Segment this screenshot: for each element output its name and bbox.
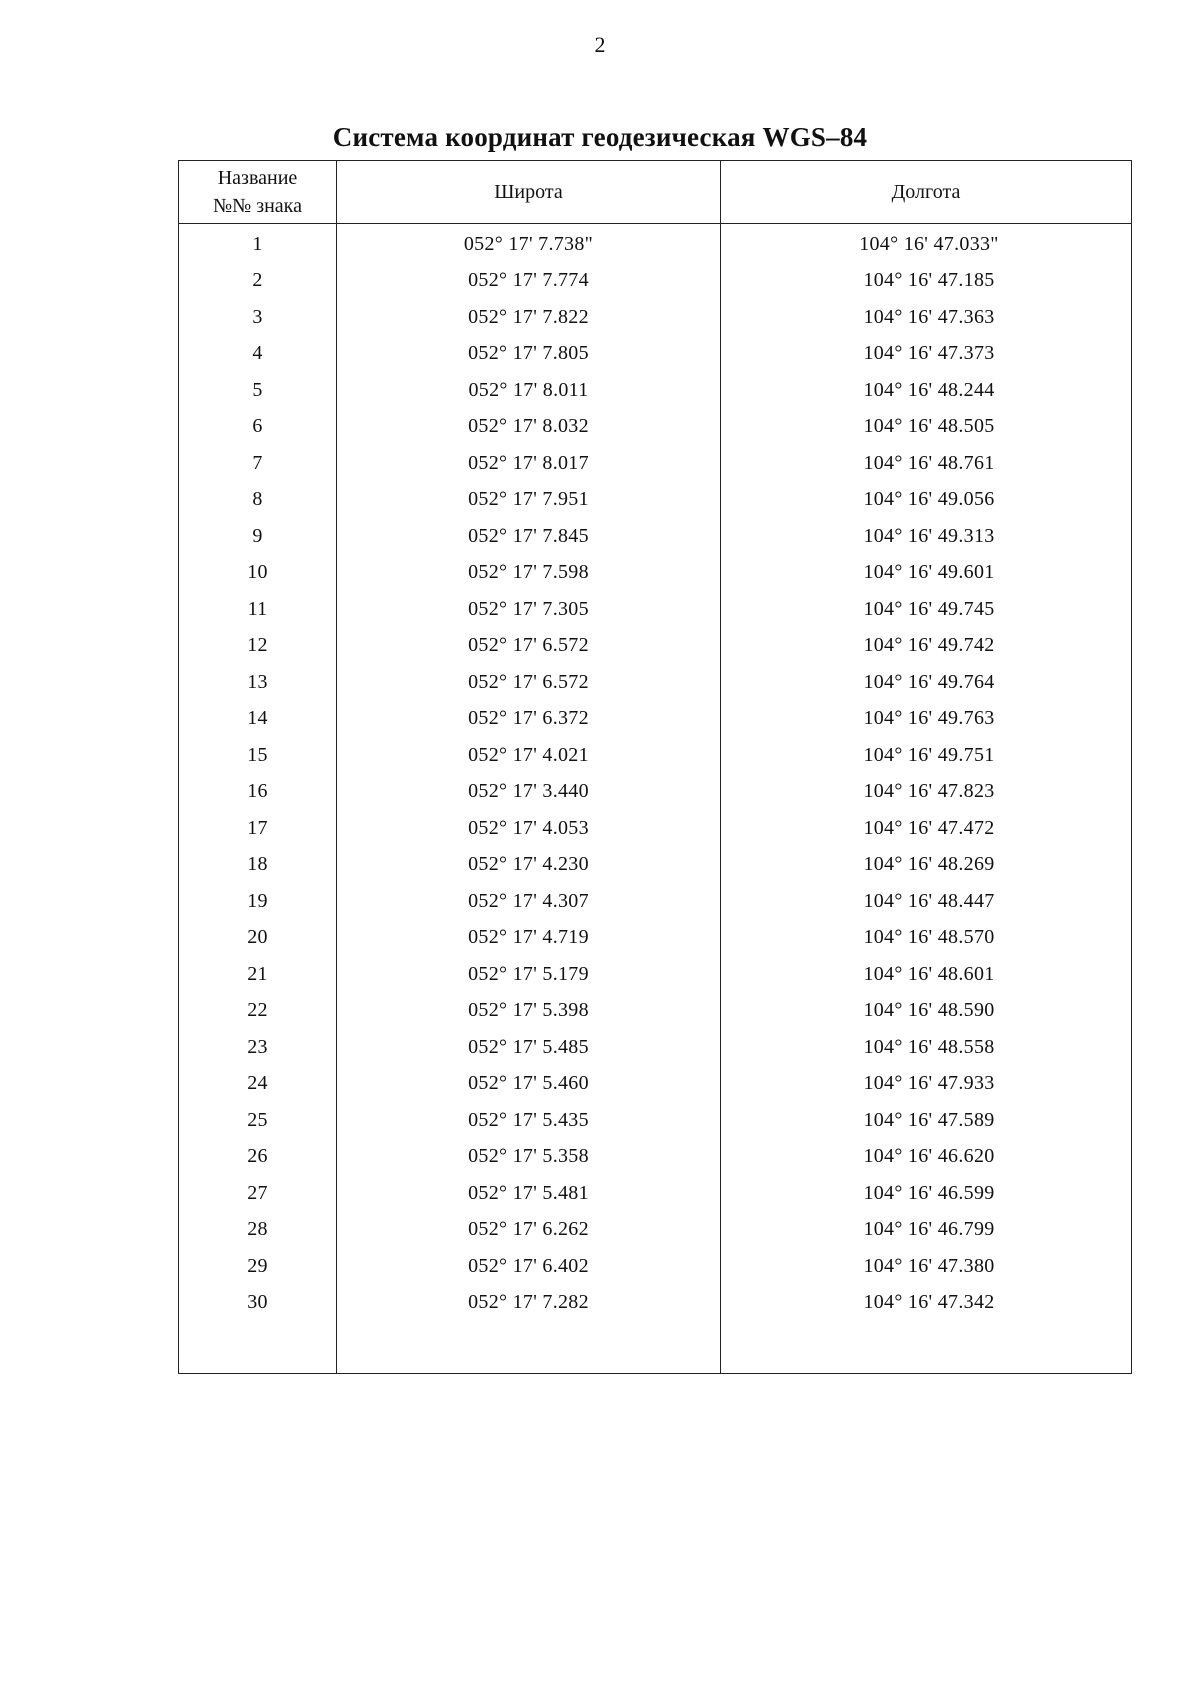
longitude-cell: 104° 16' 48.447 xyxy=(721,883,1132,920)
longitude-cell: 104° 16' 48.590 xyxy=(721,993,1132,1030)
sign-number-cell: 17 xyxy=(179,810,337,847)
sign-number-cell: 2 xyxy=(179,263,337,300)
table-header-row xyxy=(179,161,1132,224)
longitude-cell: 104° 16' 48.761 xyxy=(721,445,1132,482)
header-longitude: Долгота xyxy=(721,161,1132,224)
sign-number-cell: 18 xyxy=(179,847,337,884)
longitude-cell: 104° 16' 49.751 xyxy=(721,737,1132,774)
table-row xyxy=(179,847,1132,884)
sign-number-cell: 8 xyxy=(179,482,337,519)
latitude-cell: 052° 17' 7.805 xyxy=(337,336,721,373)
longitude-cell: 104° 16' 49.056 xyxy=(721,482,1132,519)
longitude-cell: 104° 16' 49.763 xyxy=(721,701,1132,738)
sign-number-cell: 19 xyxy=(179,883,337,920)
longitude-cell: 104° 16' 47.342 xyxy=(721,1285,1132,1322)
longitude-cell: 104° 16' 48.601 xyxy=(721,956,1132,993)
empty-cell xyxy=(337,1321,721,1374)
longitude-cell: 104° 16' 46.599 xyxy=(721,1175,1132,1212)
longitude-cell: 104° 16' 47.185 xyxy=(721,263,1132,300)
latitude-cell: 052° 17' 8.032 xyxy=(337,409,721,446)
sign-number-cell: 14 xyxy=(179,701,337,738)
latitude-cell: 052° 17' 3.440 xyxy=(337,774,721,811)
longitude-cell: 104° 16' 46.620 xyxy=(721,1139,1132,1176)
sign-number-cell: 22 xyxy=(179,993,337,1030)
latitude-cell: 052° 17' 4.230 xyxy=(337,847,721,884)
header-sign-number-line2: №№ знака xyxy=(213,195,302,217)
longitude-cell: 104° 16' 48.269 xyxy=(721,847,1132,884)
table-empty-row xyxy=(179,1321,1132,1374)
sign-number-cell: 5 xyxy=(179,372,337,409)
latitude-cell: 052° 17' 5.460 xyxy=(337,1066,721,1103)
table-row xyxy=(179,1212,1132,1249)
latitude-cell: 052° 17' 5.481 xyxy=(337,1175,721,1212)
latitude-cell: 052° 17' 8.011 xyxy=(337,372,721,409)
longitude-cell: 104° 16' 47.033" xyxy=(721,224,1132,263)
empty-cell xyxy=(179,1321,337,1374)
longitude-cell: 104° 16' 46.799 xyxy=(721,1212,1132,1249)
longitude-cell: 104° 16' 49.764 xyxy=(721,664,1132,701)
latitude-cell: 052° 17' 7.774 xyxy=(337,263,721,300)
latitude-cell: 052° 17' 6.402 xyxy=(337,1248,721,1285)
latitude-cell: 052° 17' 5.398 xyxy=(337,993,721,1030)
sign-number-cell: 10 xyxy=(179,555,337,592)
table-row xyxy=(179,555,1132,592)
sign-number-cell: 15 xyxy=(179,737,337,774)
table-row xyxy=(179,774,1132,811)
table-row xyxy=(179,1175,1132,1212)
table-row xyxy=(179,810,1132,847)
table-row xyxy=(179,1102,1132,1139)
table-row xyxy=(179,372,1132,409)
sign-number-cell: 20 xyxy=(179,920,337,957)
sign-number-cell: 3 xyxy=(179,299,337,336)
table-row xyxy=(179,664,1132,701)
header-sign-number-line1: Название xyxy=(217,167,298,189)
latitude-cell: 052° 17' 7.598 xyxy=(337,555,721,592)
table-row xyxy=(179,956,1132,993)
table-row xyxy=(179,263,1132,300)
table-body xyxy=(179,224,1132,1374)
longitude-cell: 104° 16' 49.313 xyxy=(721,518,1132,555)
document-title: Система координат геодезическая WGS–84 xyxy=(332,122,868,152)
table-row xyxy=(179,1285,1132,1322)
coordinates-table xyxy=(178,160,1132,1374)
sign-number-cell: 23 xyxy=(179,1029,337,1066)
empty-cell xyxy=(721,1321,1132,1374)
latitude-cell: 052° 17' 7.951 xyxy=(337,482,721,519)
table-row xyxy=(179,1139,1132,1176)
sign-number-cell: 12 xyxy=(179,628,337,665)
sign-number-cell: 11 xyxy=(179,591,337,628)
table-row xyxy=(179,920,1132,957)
table-row xyxy=(179,336,1132,373)
sign-number-cell: 6 xyxy=(179,409,337,446)
latitude-cell: 052° 17' 4.053 xyxy=(337,810,721,847)
longitude-cell: 104° 16' 47.933 xyxy=(721,1066,1132,1103)
latitude-cell: 052° 17' 6.572 xyxy=(337,664,721,701)
longitude-cell: 104° 16' 48.570 xyxy=(721,920,1132,957)
latitude-cell: 052° 17' 6.372 xyxy=(337,701,721,738)
table-row xyxy=(179,737,1132,774)
latitude-cell: 052° 17' 8.017 xyxy=(337,445,721,482)
latitude-cell: 052° 17' 7.822 xyxy=(337,299,721,336)
longitude-cell: 104° 16' 49.745 xyxy=(721,591,1132,628)
header-sign-number xyxy=(179,161,337,224)
table-row xyxy=(179,701,1132,738)
latitude-cell: 052° 17' 5.358 xyxy=(337,1139,721,1176)
latitude-cell: 052° 17' 7.282 xyxy=(337,1285,721,1322)
table-row xyxy=(179,518,1132,555)
table-row xyxy=(179,883,1132,920)
sign-number-cell: 13 xyxy=(179,664,337,701)
longitude-cell: 104° 16' 47.589 xyxy=(721,1102,1132,1139)
sign-number-cell: 7 xyxy=(179,445,337,482)
latitude-cell: 052° 17' 4.307 xyxy=(337,883,721,920)
latitude-cell: 052° 17' 4.021 xyxy=(337,737,721,774)
page-number: 2 xyxy=(594,32,606,57)
sign-number-cell: 16 xyxy=(179,774,337,811)
longitude-cell: 104° 16' 47.472 xyxy=(721,810,1132,847)
longitude-cell: 104° 16' 48.244 xyxy=(721,372,1132,409)
sign-number-cell: 29 xyxy=(179,1248,337,1285)
sign-number-cell: 26 xyxy=(179,1139,337,1176)
table-row xyxy=(179,445,1132,482)
latitude-cell: 052° 17' 7.845 xyxy=(337,518,721,555)
latitude-cell: 052° 17' 5.435 xyxy=(337,1102,721,1139)
longitude-cell: 104° 16' 47.380 xyxy=(721,1248,1132,1285)
latitude-cell: 052° 17' 7.305 xyxy=(337,591,721,628)
table-row xyxy=(179,482,1132,519)
sign-number-cell: 1 xyxy=(179,224,337,263)
table-row xyxy=(179,299,1132,336)
table-row xyxy=(179,409,1132,446)
sign-number-cell: 4 xyxy=(179,336,337,373)
table-row xyxy=(179,224,1132,263)
table-row xyxy=(179,591,1132,628)
longitude-cell: 104° 16' 47.823 xyxy=(721,774,1132,811)
latitude-cell: 052° 17' 6.262 xyxy=(337,1212,721,1249)
sign-number-cell: 30 xyxy=(179,1285,337,1322)
sign-number-cell: 9 xyxy=(179,518,337,555)
longitude-cell: 104° 16' 47.363 xyxy=(721,299,1132,336)
table-row xyxy=(179,1066,1132,1103)
table-row xyxy=(179,628,1132,665)
table-row xyxy=(179,1029,1132,1066)
latitude-cell: 052° 17' 5.179 xyxy=(337,956,721,993)
sign-number-cell: 24 xyxy=(179,1066,337,1103)
longitude-cell: 104° 16' 49.601 xyxy=(721,555,1132,592)
longitude-cell: 104° 16' 47.373 xyxy=(721,336,1132,373)
sign-number-cell: 25 xyxy=(179,1102,337,1139)
longitude-cell: 104° 16' 49.742 xyxy=(721,628,1132,665)
longitude-cell: 104° 16' 48.558 xyxy=(721,1029,1132,1066)
latitude-cell: 052° 17' 5.485 xyxy=(337,1029,721,1066)
longitude-cell: 104° 16' 48.505 xyxy=(721,409,1132,446)
table-row xyxy=(179,1248,1132,1285)
sign-number-cell: 28 xyxy=(179,1212,337,1249)
sign-number-cell: 21 xyxy=(179,956,337,993)
latitude-cell: 052° 17' 4.719 xyxy=(337,920,721,957)
sign-number-cell: 27 xyxy=(179,1175,337,1212)
latitude-cell: 052° 17' 7.738" xyxy=(337,224,721,263)
table-row xyxy=(179,993,1132,1030)
latitude-cell: 052° 17' 6.572 xyxy=(337,628,721,665)
header-latitude: Широта xyxy=(337,161,721,224)
